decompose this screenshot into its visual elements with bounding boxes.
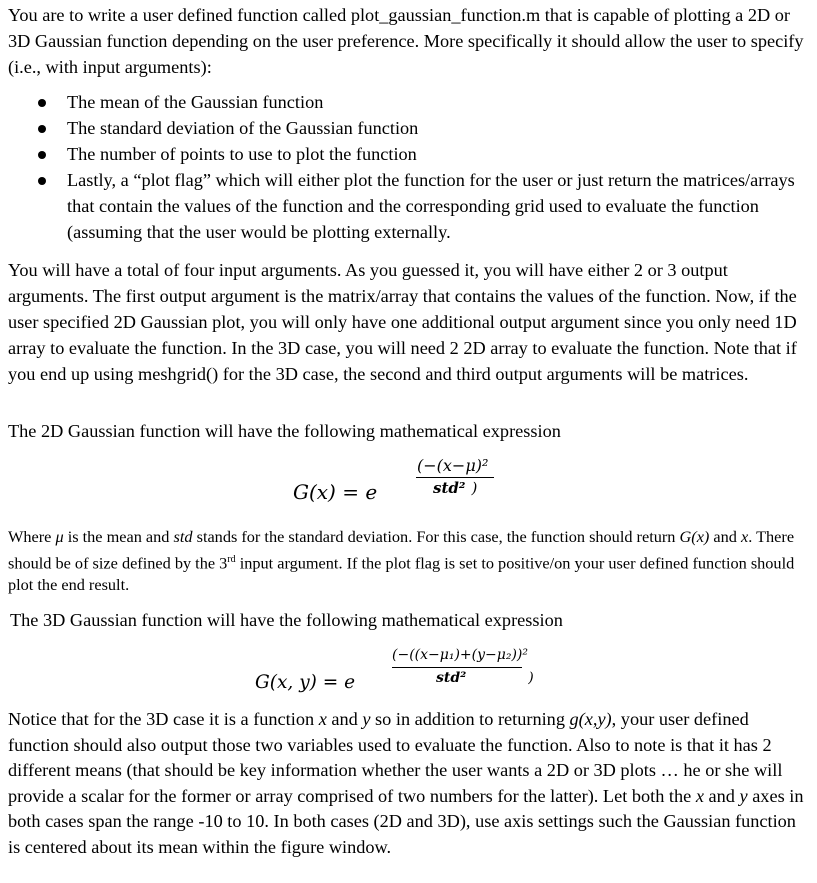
bullet-icon: [38, 125, 46, 133]
fraction-bar: [392, 667, 522, 668]
list-item: The number of points to use to plot the function: [0, 141, 817, 167]
list-item: The standard deviation of the Gaussian function: [0, 115, 817, 141]
where-paragraph: Where μ is the mean and std stands for the standard deviation. For this case, the function should return G(x) and x. There should be of size defined by the 3rd input argument. If the plot flag is set to positive/on your user defined function should plot the end result.: [8, 527, 795, 595]
bullet-icon: [38, 99, 46, 107]
gauss3d-intro: The 3D Gaussian function will have the following mathematical expression: [10, 610, 563, 630]
equation-2d-exponent-numerator: (−(x−μ)²: [417, 456, 489, 475]
fraction-bar: [416, 477, 494, 478]
equation-2d-exponent-denominator: std² ): [433, 479, 478, 497]
notice-paragraph: Notice that for the 3D case it is a function x and y so in addition to returning g(x,y), your user defined function should also output those two variables used to evaluate the function. Also to note is that it has 2 different means (that should be key information whether the user wants a 2D or 3D plots … he or she will provide a scalar for the former or array comprised of two numbers for the latter). Let both the x and y axes in both cases span the range -10 to 10. In both cases (2D and 3D), use axis settings such the Gaussian function is centered about its mean within the figure window.: [8, 709, 804, 857]
bullet-icon: [38, 151, 46, 159]
equation-3d-exponent-denominator: std² ): [436, 670, 534, 686]
outputs-paragraph: You will have a total of four input arguments. As you guessed it, you will have either 2 or 3 output arguments. The first output argument is the matrix/array that contains the values of the function. Now, if the user specified 2D Gaussian plot, you will only have one additional output argument since you only need 1D array to evaluate the function. In the 3D case, you will need 2 2D array to evaluate the function. Note that if you end up using meshgrid() for the 3D case, the second and third output arguments will be matrices.: [8, 260, 797, 384]
gauss2d-intro: The 2D Gaussian function will have the following mathematical expression: [8, 421, 561, 441]
list-item: The mean of the Gaussian function: [0, 89, 817, 115]
list-item: Lastly, a “plot flag” which will either plot the function for the user or just return the matrices/arrays that contain the values of the function and the corresponding grid used to evaluate the function (assuming that the user would be plotting externally.: [0, 167, 817, 245]
input-arguments-list: [0, 89, 817, 245]
intro-paragraph: You are to write a user defined function called plot_gaussian_function.m that is capable of plotting a 2D or 3D Gaussian function depending on the user preference. More specifically it should allow the user to specify (i.e., with input arguments):: [8, 5, 804, 77]
equation-2d-lhs: G(x) = e: [293, 480, 378, 504]
bullet-icon: [38, 177, 46, 185]
equation-3d-exponent-numerator: (−((x−μ₁)+(y−μ₂))²: [392, 647, 529, 663]
equation-3d-lhs: G(x, y) = e: [255, 672, 356, 693]
